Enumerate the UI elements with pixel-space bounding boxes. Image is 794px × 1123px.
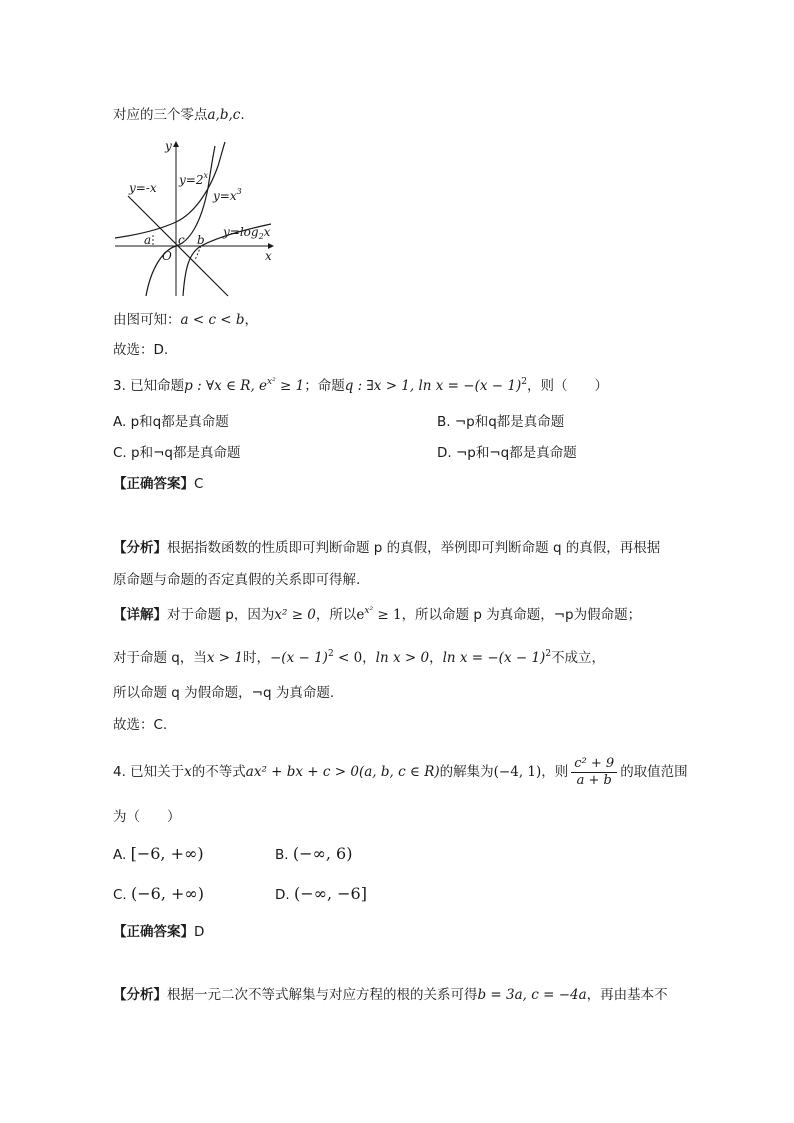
q4-option-d: D. (−∞, −6] <box>275 884 367 903</box>
label-log: $y=\log_2x$ <box>223 225 271 241</box>
function-graph <box>113 138 283 298</box>
q3-option-a: A. p和q都是真命题 <box>113 414 229 430</box>
point-b: b <box>197 233 205 247</box>
label-cube: $y=x^3$ <box>213 187 242 203</box>
q3-detail-2: 对于命题 q，当x > 1时，$-(x - 1)^2 < 0$，ln x > 0，$\ln x = -(x - 1)^2$不成立， <box>113 649 606 666</box>
q4-fraction: $\frac{\text{c² + 9}}{a + b}$ <box>571 756 617 789</box>
q4-analysis-1: 【分析】根据一元二次不等式解集与对应方程的根的关系可得b = 3a, c = −4a，再由基本不 <box>113 987 668 1003</box>
origin-label: O <box>162 249 172 263</box>
q4-stem: 4. 已知关于x的不等式ax² + bx + c > 0(a, b, c ∈ R)的解集为(−4, 1)，则 $\frac{\text{c² + 9}}{a + b}$ 的取值范围 <box>113 755 688 788</box>
intro-line: 对应的三个零点a,b,c. <box>113 107 245 123</box>
label-neg-x: y=-x <box>129 181 157 195</box>
q3-analysis-2: 原命题与命题的否定真假的关系即可得解. <box>113 572 361 588</box>
choose-line-2: 故选：D. <box>113 342 169 358</box>
point-c: c <box>178 233 185 247</box>
x-axis-label: x <box>265 249 272 263</box>
y-axis-label: y <box>165 139 172 153</box>
q3-option-b: B. ¬p和q都是真命题 <box>437 414 565 430</box>
q3-analysis-1: 【分析】根据指数函数的性质即可判断命题 p 的真假，举例即可判断命题 q 的真假，再根据 <box>113 540 661 556</box>
label-exp: $y=2^x$ <box>179 171 208 187</box>
q4-option-a: A. [−6, +∞) <box>113 844 204 863</box>
q4-option-b: B. (−∞, 6) <box>275 844 353 863</box>
curve-cube <box>146 146 215 296</box>
q4-answer: 【正确答案】D <box>113 924 205 940</box>
q3-detail-1: 【详解】对于命题 p，因为x² ≥ 0，所以$e^{x^2} \ge 1$，所以命题 p 为真命题，¬p为假命题； <box>113 606 642 623</box>
q3-option-d: D. ¬p和¬q都是真命题 <box>437 445 577 461</box>
q3-detail-3: 所以命题 q 为假命题，¬q 为真命题. <box>113 685 335 701</box>
q3-answer: 【正确答案】C <box>113 476 204 492</box>
conclusion-line: 由图可知：a < c < b， <box>113 312 259 328</box>
point-a: a <box>144 233 152 247</box>
q4-option-c: C. (−6, +∞) <box>113 884 204 903</box>
q3-choose: 故选：C. <box>113 717 168 733</box>
q3-stem: 3. 已知命题p : ∀x ∈ R, $e^{x^2} \ge 1$；命题q : ∃x > 1, $\ln x = -(x - 1)^2$，则（ ） <box>113 377 608 394</box>
q3-option-c: C. p和¬q都是真命题 <box>113 445 241 461</box>
q4-stem-end: 为（ ） <box>113 809 181 825</box>
